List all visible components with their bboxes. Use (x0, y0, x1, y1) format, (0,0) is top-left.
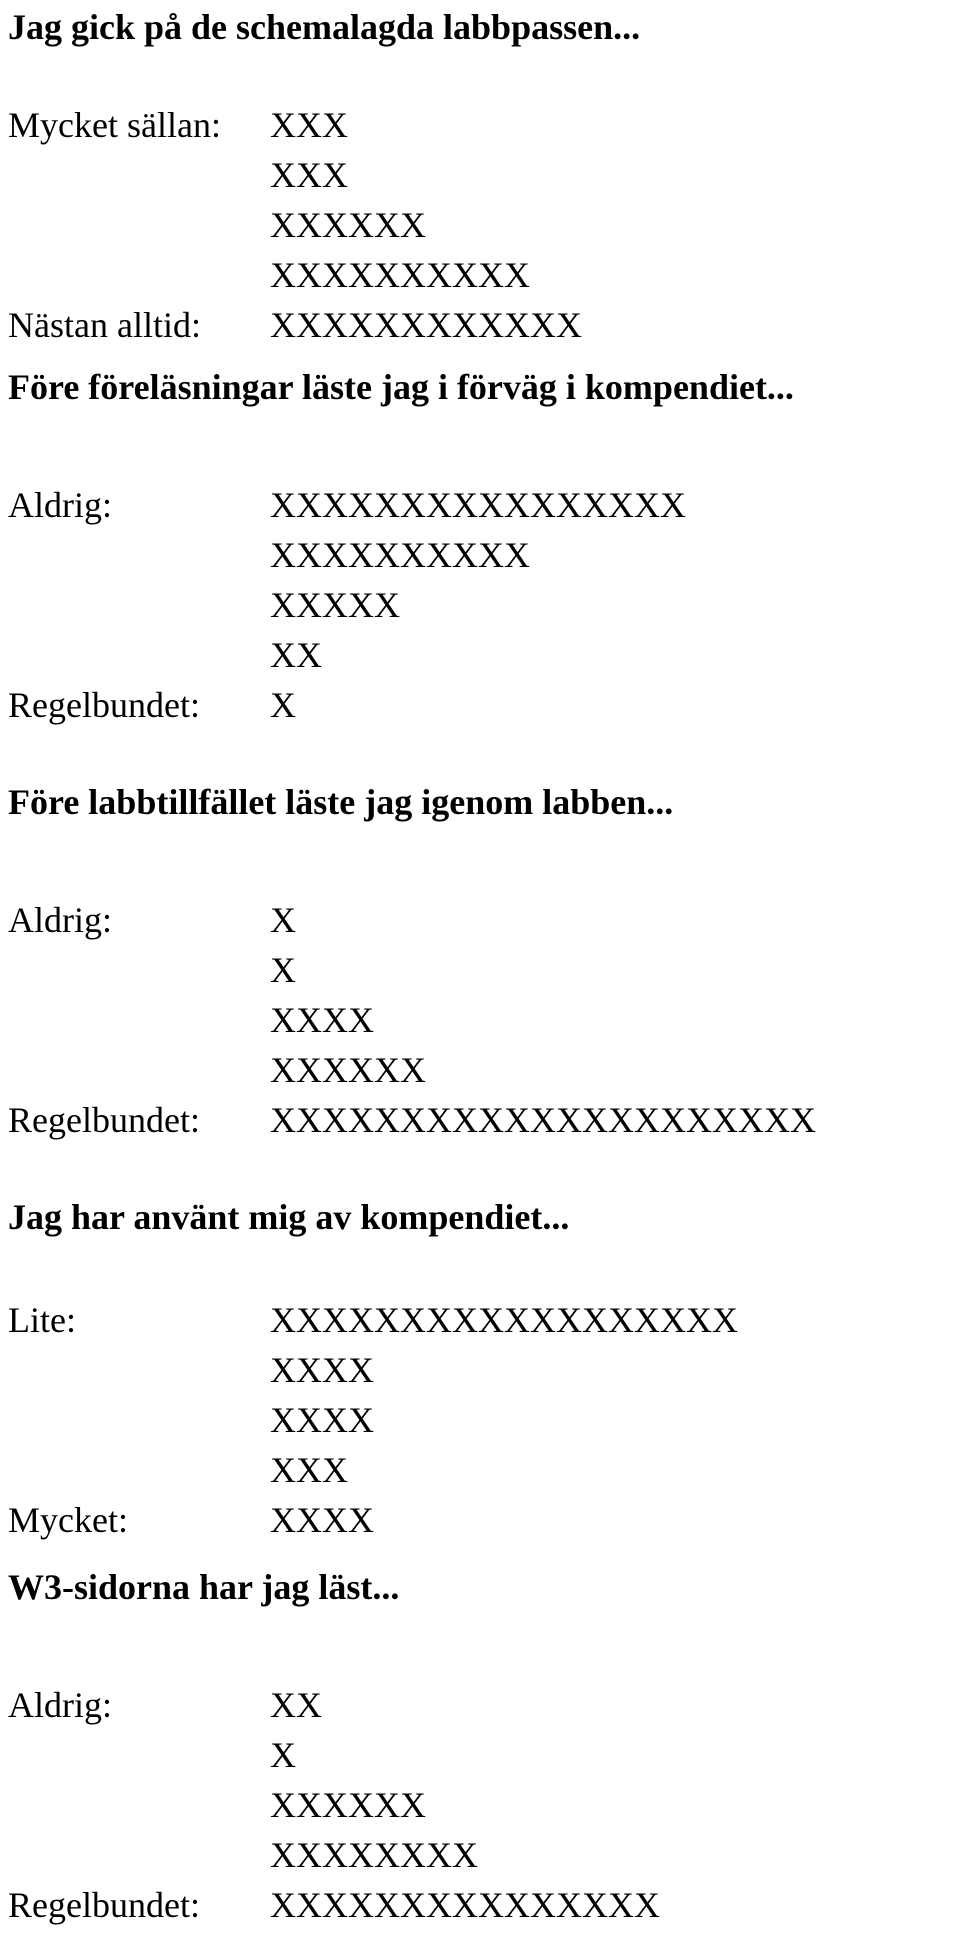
answer-scale (0, 1295, 960, 1545)
tally-marks: XXXX (270, 1400, 374, 1440)
question-heading: Före föreläsningar läste jag i förväg i kompendiet... (8, 367, 794, 407)
tally-marks: XX (270, 1685, 322, 1725)
scale-label: Regelbundet: (8, 1100, 200, 1140)
answer-scale (0, 100, 960, 350)
tally-marks: XXXXXX (270, 1050, 426, 1090)
tally-marks: XXXXX (270, 585, 400, 625)
tally-marks: XXXX (270, 1350, 374, 1390)
scale-row (0, 150, 960, 200)
scale-row (0, 1095, 960, 1145)
scale-row (0, 895, 960, 945)
tally-marks: XXXXXX (270, 1785, 426, 1825)
tally-marks: XX (270, 635, 322, 675)
answer-scale (0, 895, 960, 1145)
question-heading: Före labbtillfället läste jag igenom labben... (8, 782, 674, 822)
scale-row (0, 1345, 960, 1395)
scale-label: Nästan alltid: (8, 305, 201, 345)
scale-row (0, 1445, 960, 1495)
scale-row (0, 630, 960, 680)
scale-row (0, 680, 960, 730)
tally-marks: XXXXXXXXXXXXXXX (270, 1885, 660, 1925)
scale-row (0, 200, 960, 250)
scale-row (0, 1780, 960, 1830)
tally-marks: XXXXXXXXXXXX (270, 305, 582, 345)
scale-row (0, 1680, 960, 1730)
scale-label: Mycket: (8, 1500, 128, 1540)
scale-label: Aldrig: (8, 485, 112, 525)
tally-marks: XXXXXXXXXX (270, 255, 530, 295)
scale-row (0, 945, 960, 995)
scale-label: Regelbundet: (8, 685, 200, 725)
scale-row (0, 530, 960, 580)
scale-row (0, 580, 960, 630)
tally-marks: X (270, 1735, 296, 1775)
tally-marks: XXXXXX (270, 205, 426, 245)
tally-marks: XXXX (270, 1500, 374, 1540)
tally-marks: XXXXXXXXXXXXXXXXXXXXX (270, 1100, 816, 1140)
scale-row (0, 300, 960, 350)
tally-marks: XXXXXXXXXX (270, 535, 530, 575)
tally-marks: X (270, 900, 296, 940)
scale-row (0, 100, 960, 150)
scale-row (0, 480, 960, 530)
tally-marks: X (270, 950, 296, 990)
scale-row (0, 1830, 960, 1880)
scale-row (0, 250, 960, 300)
scale-row (0, 1045, 960, 1095)
tally-marks: XXXXXXXXXXXXXXXXXX (270, 1300, 738, 1340)
scale-label: Mycket sällan: (8, 105, 221, 145)
tally-marks: XXX (270, 155, 348, 195)
scale-label: Lite: (8, 1300, 76, 1340)
scale-row (0, 1295, 960, 1345)
tally-marks: XXXXXXXX (270, 1835, 478, 1875)
scale-row (0, 1730, 960, 1780)
answer-scale (0, 480, 960, 730)
scale-row (0, 1395, 960, 1445)
question-heading: W3-sidorna har jag läst... (8, 1567, 400, 1607)
tally-marks: XXXX (270, 1000, 374, 1040)
scale-row (0, 995, 960, 1045)
scale-label: Aldrig: (8, 1685, 112, 1725)
tally-marks: X (270, 685, 296, 725)
tally-marks: XXXXXXXXXXXXXXXX (270, 485, 686, 525)
question-heading: Jag har använt mig av kompendiet... (8, 1197, 570, 1237)
scale-row (0, 1880, 960, 1930)
question-heading: Jag gick på de schemalagda labbpassen... (8, 7, 641, 47)
tally-marks: XXX (270, 105, 348, 145)
scale-label: Aldrig: (8, 900, 112, 940)
answer-scale (0, 1680, 960, 1930)
scale-label: Regelbundet: (8, 1885, 200, 1925)
scale-row (0, 1495, 960, 1545)
tally-marks: XXX (270, 1450, 348, 1490)
